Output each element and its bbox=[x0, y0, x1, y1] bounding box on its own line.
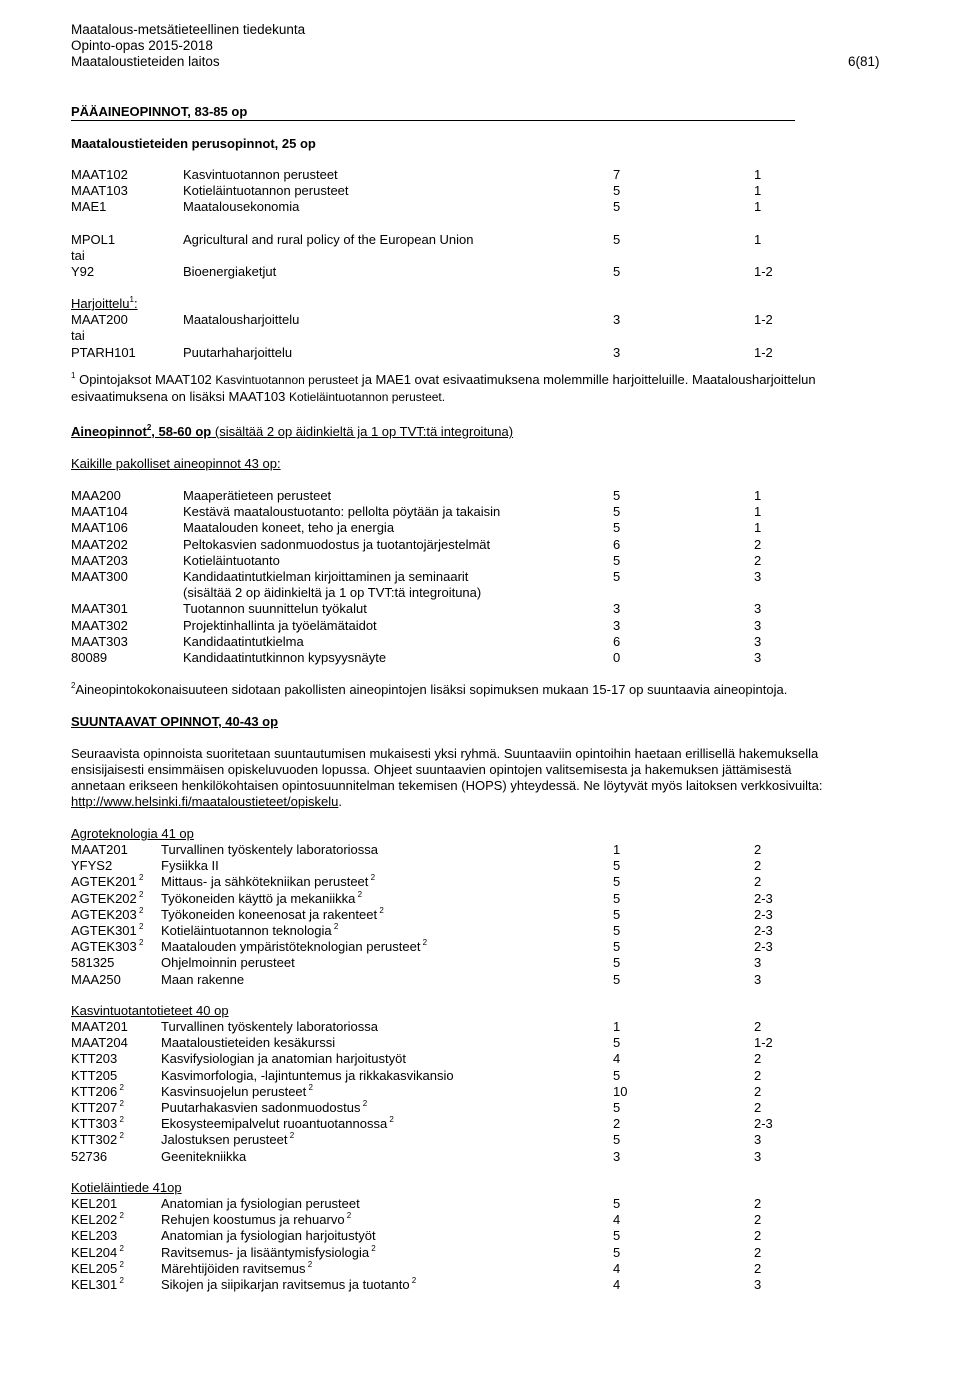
course-year: 3 bbox=[754, 601, 762, 617]
course-name: Kasvimorfologia, -lajintuntemus ja rikkakasvikansio bbox=[161, 1067, 454, 1083]
course-credits: 10 bbox=[613, 1083, 628, 1099]
course-code: 80089 bbox=[71, 650, 108, 665]
course-name: Kestävä maataloustuotanto: pellolta pöytään ja takaisin bbox=[183, 504, 501, 520]
page-number: 6(81) bbox=[848, 54, 880, 69]
suuntaavat-heading: SUUNTAAVAT OPINNOT, 40-43 op bbox=[71, 714, 279, 729]
course-credits: 3 bbox=[613, 312, 621, 327]
course-credits: 4 bbox=[613, 1212, 621, 1228]
course-code: KTT206 $^2$ bbox=[71, 1082, 124, 1099]
course-year: 1 bbox=[754, 488, 762, 503]
course-year: 2-3 bbox=[754, 890, 773, 906]
suuntaavat-para-3: annetaan erikseen henkilökohtaisen opintosuunnitelman tekemisen (HOPS) yhteydessä. Ne löytyvät myös laitoksen verkkosivuilta: bbox=[71, 778, 823, 793]
course-name: Kotieläintuotanto bbox=[183, 552, 280, 568]
course-credits: 5 bbox=[613, 923, 621, 938]
course-year: 1-2 bbox=[754, 312, 773, 327]
course-code: tai bbox=[71, 328, 85, 343]
course-year: 1 bbox=[754, 167, 762, 182]
course-credits: 5 bbox=[613, 569, 621, 584]
course-name: Kasvinsuojelun perusteet $^2$ bbox=[161, 1082, 313, 1099]
course-year: 3 bbox=[754, 1277, 762, 1292]
course-credits: 5 bbox=[613, 488, 621, 503]
course-name: Kandidaatintutkinnon kypsyysnäyte bbox=[183, 650, 387, 665]
course-name: Maatalouden koneet, teho ja energia bbox=[183, 520, 395, 536]
course-year: 2 bbox=[754, 536, 762, 552]
course-year: 1-2 bbox=[754, 264, 773, 279]
course-year: 2-3 bbox=[754, 906, 773, 922]
course-name: Maataloustieteiden kesäkurssi bbox=[161, 1035, 336, 1051]
course-year: 2 bbox=[754, 858, 762, 874]
course-year: 1 bbox=[754, 520, 762, 536]
course-credits: 6 bbox=[613, 536, 621, 552]
course-year: 2 bbox=[754, 1260, 762, 1276]
course-year: 3 bbox=[754, 1132, 762, 1148]
course-credits: 5 bbox=[613, 890, 621, 906]
course-name: Kandidaatintutkielma bbox=[183, 633, 304, 649]
course-code: AGTEK201 $^2$ bbox=[71, 873, 144, 890]
course-year: 3 bbox=[754, 569, 762, 584]
course-name: Peltokasvien sadonmuodostus ja tuotantojärjestelmät bbox=[183, 536, 491, 552]
course-credits: 2 bbox=[613, 1116, 621, 1132]
course-name: Rehujen koostumus ja rehuarvo $^2$ bbox=[161, 1211, 352, 1228]
heading-rule bbox=[71, 120, 795, 121]
course-name: Puutarhaharjoittelu bbox=[183, 345, 293, 360]
course-code: MAAT202 bbox=[71, 536, 128, 552]
course-credits: 5 bbox=[613, 955, 621, 971]
course-credits: 5 bbox=[613, 1100, 621, 1115]
course-year: 1-2 bbox=[754, 1035, 773, 1051]
course-name: Jalostuksen perusteet $^2$ bbox=[161, 1131, 295, 1148]
course-code: KEL201 bbox=[71, 1196, 118, 1211]
course-year: 3 bbox=[754, 650, 762, 665]
course-name: Maatalousharjoittelu bbox=[183, 312, 300, 327]
course-credits: 6 bbox=[613, 633, 621, 649]
perus-footnote-line2: esivaatimuksena on lisäksi MAAT103 Kotieläintuotannon perusteet. bbox=[71, 389, 446, 404]
course-credits: 5 bbox=[613, 1228, 621, 1244]
course-name: Työkoneiden koneenosat ja rakenteet $^2$ bbox=[161, 905, 384, 922]
course-name: Kotieläintuotannon perusteet bbox=[183, 183, 349, 198]
course-year: 1 bbox=[754, 232, 762, 247]
course-name: Kasvifysiologian ja anatomian harjoitustyöt bbox=[161, 1051, 406, 1067]
aine-footnote: $^2$Aineopintokokonaisuuteen sidotaan pakollisten aineopintojen lisäksi sopimuksen mukaan 15-17 op suuntaavia aineopintoja. bbox=[71, 681, 788, 697]
course-name: Turvallinen työskentely laboratoriossa bbox=[161, 842, 379, 857]
faculty-name: Maatalous-metsätieteellinen tiedekunta bbox=[71, 22, 306, 37]
course-name: Ekosysteemipalvelut ruoantuotannossa $^2$ bbox=[161, 1115, 394, 1132]
course-year: 2 bbox=[754, 1067, 762, 1083]
course-code: MPOL1 bbox=[71, 232, 116, 247]
course-code: MAE1 bbox=[71, 199, 107, 214]
course-credits: 5 bbox=[613, 199, 621, 214]
course-year: 3 bbox=[754, 617, 762, 633]
course-credits: 5 bbox=[613, 971, 621, 987]
course-code: MAA200 bbox=[71, 488, 121, 503]
course-credits: 5 bbox=[613, 1067, 621, 1083]
course-code: AGTEK203 $^2$ bbox=[71, 905, 144, 922]
course-code: MAAT201 bbox=[71, 1019, 128, 1034]
web-link[interactable]: http://www.helsinki.fi/maataloustieteet/opiskelu bbox=[71, 794, 339, 809]
course-name: Työkoneiden käyttö ja mekaniikka $^2$ bbox=[161, 889, 363, 906]
course-code: tai bbox=[71, 248, 85, 263]
course-credits: 3 bbox=[613, 1148, 621, 1164]
course-name: Projektinhallinta ja työelämätaidot bbox=[183, 617, 377, 633]
harjoittelu-label: Harjoittelu$^1$: bbox=[71, 295, 138, 311]
course-year: 2 bbox=[754, 874, 762, 890]
course-code: MAAT303 bbox=[71, 633, 128, 649]
course-credits: 4 bbox=[613, 1260, 621, 1276]
course-code: AGTEK202 $^2$ bbox=[71, 889, 144, 906]
course-code: KTT203 bbox=[71, 1051, 118, 1067]
course-code: MAAT203 bbox=[71, 552, 128, 568]
course-code: KEL301 $^2$ bbox=[71, 1276, 124, 1292]
course-name: Geenitekniikka bbox=[161, 1148, 247, 1164]
aine-heading: Aineopinnot$^2$, 58-60 op (sisältää 2 op äidinkieltä ja 1 op TVT:tä integroituna) bbox=[71, 423, 514, 439]
course-code: MAAT103 bbox=[71, 183, 128, 198]
course-credits: 5 bbox=[613, 520, 621, 536]
course-credits: 3 bbox=[613, 617, 621, 633]
course-year: 2 bbox=[754, 1212, 762, 1228]
course-credits: 5 bbox=[613, 504, 621, 520]
course-name: Anatomian ja fysiologian perusteet bbox=[161, 1196, 360, 1211]
course-credits: 5 bbox=[613, 906, 621, 922]
course-year: 2 bbox=[754, 1196, 762, 1211]
course-name: Fysiikka II bbox=[161, 858, 219, 874]
suuntaavat-para-2: ensisijaisesti ensimmäisen opiskeluvuoden lopussa. Ohjeet suuntaavien opintojen valitsemisesta ja hakemuksen jättämisestä bbox=[71, 762, 792, 777]
course-code: MAAT201 bbox=[71, 842, 128, 857]
course-code: KEL203 bbox=[71, 1228, 118, 1244]
department-name: Maataloustieteiden laitos bbox=[71, 54, 220, 69]
course-year: 1-2 bbox=[754, 345, 773, 360]
course-code: 52736 bbox=[71, 1148, 108, 1164]
course-name: Turvallinen työskentely laboratoriossa bbox=[161, 1019, 379, 1034]
course-credits: 1 bbox=[613, 1019, 621, 1034]
course-code: AGTEK303 $^2$ bbox=[71, 938, 144, 955]
course-code: MAAT104 bbox=[71, 504, 128, 520]
course-credits: 5 bbox=[613, 183, 621, 198]
course-credits: 0 bbox=[613, 650, 621, 665]
course-code: MAAT106 bbox=[71, 520, 128, 536]
course-year: 3 bbox=[754, 955, 762, 971]
course-name: Maatalousekonomia bbox=[183, 199, 300, 214]
course-code: MAAT102 bbox=[71, 167, 128, 182]
suuntaavat-link-line: http://www.helsinki.fi/maataloustieteet/opiskelu. bbox=[71, 794, 342, 809]
course-name: Ohjelmoinnin perusteet bbox=[161, 955, 295, 971]
course-code: MAAT300 bbox=[71, 569, 128, 584]
course-code: Y92 bbox=[71, 264, 95, 279]
course-year: 2-3 bbox=[754, 923, 773, 938]
course-credits: 4 bbox=[613, 1051, 621, 1067]
course-name: Puutarhakasvien sadonmuodostus $^2$ bbox=[161, 1099, 368, 1115]
course-credits: 3 bbox=[613, 345, 621, 360]
course-year: 2 bbox=[754, 1083, 762, 1099]
course-code: MAAT301 bbox=[71, 601, 128, 617]
course-year: 1 bbox=[754, 183, 762, 198]
course-name: Kandidaatintutkielman kirjoittaminen ja seminaarit bbox=[183, 569, 469, 584]
course-credits: 5 bbox=[613, 1244, 621, 1260]
course-code: PTARH101 bbox=[71, 345, 136, 360]
course-credits: 3 bbox=[613, 601, 621, 617]
course-credits: 7 bbox=[613, 167, 621, 182]
course-credits: 1 bbox=[613, 842, 621, 857]
course-code: KEL205 $^2$ bbox=[71, 1259, 124, 1276]
course-year: 3 bbox=[754, 633, 762, 649]
course-name: Anatomian ja fysiologian harjoitustyöt bbox=[161, 1228, 376, 1244]
course-year: 2 bbox=[754, 842, 762, 857]
course-year: 2-3 bbox=[754, 1116, 773, 1132]
course-code: KEL204 $^2$ bbox=[71, 1243, 124, 1260]
course-name: (sisältää 2 op äidinkieltä ja 1 op TVT:tä integroituna) bbox=[183, 585, 482, 601]
course-credits: 5 bbox=[613, 1132, 621, 1148]
course-year: 2 bbox=[754, 1019, 762, 1034]
course-code: MAAT204 bbox=[71, 1035, 128, 1051]
course-credits: 5 bbox=[613, 874, 621, 890]
course-credits: 5 bbox=[613, 1035, 621, 1051]
course-code: MAA250 bbox=[71, 971, 121, 987]
course-name: Ravitsemus- ja lisääntymisfysiologia $^2$ bbox=[161, 1243, 376, 1260]
perus-heading: Maataloustieteiden perusopinnot, 25 op bbox=[71, 136, 316, 151]
course-year: 2-3 bbox=[754, 939, 773, 955]
course-credits: 5 bbox=[613, 552, 621, 568]
course-name: Bioenergiaketjut bbox=[183, 264, 277, 279]
course-code: KEL202 $^2$ bbox=[71, 1211, 124, 1228]
course-code: YFYS2 bbox=[71, 858, 113, 874]
course-name: Maaperätieteen perusteet bbox=[183, 488, 332, 503]
course-code: KTT207 $^2$ bbox=[71, 1099, 124, 1115]
course-name: Maatalouden ympäristöteknologian perusteet $^2$ bbox=[161, 938, 428, 955]
course-name: Kotieläintuotannon teknologia $^2$ bbox=[161, 922, 339, 938]
course-name: Märehtijöiden ravitsemus $^2$ bbox=[161, 1259, 313, 1276]
course-code: KTT303 $^2$ bbox=[71, 1115, 124, 1132]
course-name: Tuotannon suunnittelun työkalut bbox=[183, 601, 367, 617]
course-year: 3 bbox=[754, 1148, 762, 1164]
course-year: 1 bbox=[754, 199, 762, 214]
course-code: MAAT200 bbox=[71, 312, 128, 327]
course-code: AGTEK301 $^2$ bbox=[71, 922, 144, 938]
course-credits: 5 bbox=[613, 858, 621, 874]
course-credits: 5 bbox=[613, 1196, 621, 1211]
guide-title: Opinto-opas 2015-2018 bbox=[71, 38, 213, 53]
course-code: MAAT302 bbox=[71, 617, 128, 633]
perus-footnote-line1: $^1$ Opintojaksot MAAT102 Kasvintuotannon perusteet ja MAE1 ovat esivaatimuksena molemmille harjoitteluille. Maatalousharjoittelun bbox=[71, 371, 816, 387]
course-year: 2 bbox=[754, 1100, 762, 1115]
course-code: KTT205 bbox=[71, 1067, 118, 1083]
course-name: Mittaus- ja sähkötekniikan perusteet $^2$ bbox=[161, 873, 376, 890]
course-year: 3 bbox=[754, 971, 762, 987]
course-year: 2 bbox=[754, 1051, 762, 1067]
course-year: 2 bbox=[754, 552, 762, 568]
group-title: Agroteknologia 41 op bbox=[71, 826, 194, 841]
main-heading: PÄÄAINEOPINNOT, 83-85 op bbox=[71, 104, 248, 119]
course-name: Sikojen ja siipikarjan ravitsemus ja tuotanto $^2$ bbox=[161, 1276, 417, 1292]
group-title: Kotieläintiede 41op bbox=[71, 1180, 182, 1195]
course-year: 2 bbox=[754, 1244, 762, 1260]
course-year: 2 bbox=[754, 1228, 762, 1244]
course-credits: 5 bbox=[613, 939, 621, 955]
course-credits: 5 bbox=[613, 264, 621, 279]
aine-subheading: Kaikille pakolliset aineopinnot 43 op: bbox=[71, 456, 281, 471]
suuntaavat-para-1: Seuraavista opinnoista suoritetaan suuntautumisen mukaisesti yksi ryhmä. Suuntaaviin opintoihin haetaan erillisellä hakemuksella bbox=[71, 746, 819, 761]
course-name: Kasvintuotannon perusteet bbox=[183, 167, 338, 182]
course-code: KTT302 $^2$ bbox=[71, 1131, 124, 1148]
course-code: 581325 bbox=[71, 955, 115, 971]
group-title: Kasvintuotantotieteet 40 op bbox=[71, 1003, 229, 1018]
course-credits: 5 bbox=[613, 232, 621, 247]
course-name: Maan rakenne bbox=[161, 971, 245, 987]
course-name: Agricultural and rural policy of the European Union bbox=[183, 232, 474, 247]
course-year: 1 bbox=[754, 504, 762, 520]
course-credits: 4 bbox=[613, 1277, 621, 1292]
